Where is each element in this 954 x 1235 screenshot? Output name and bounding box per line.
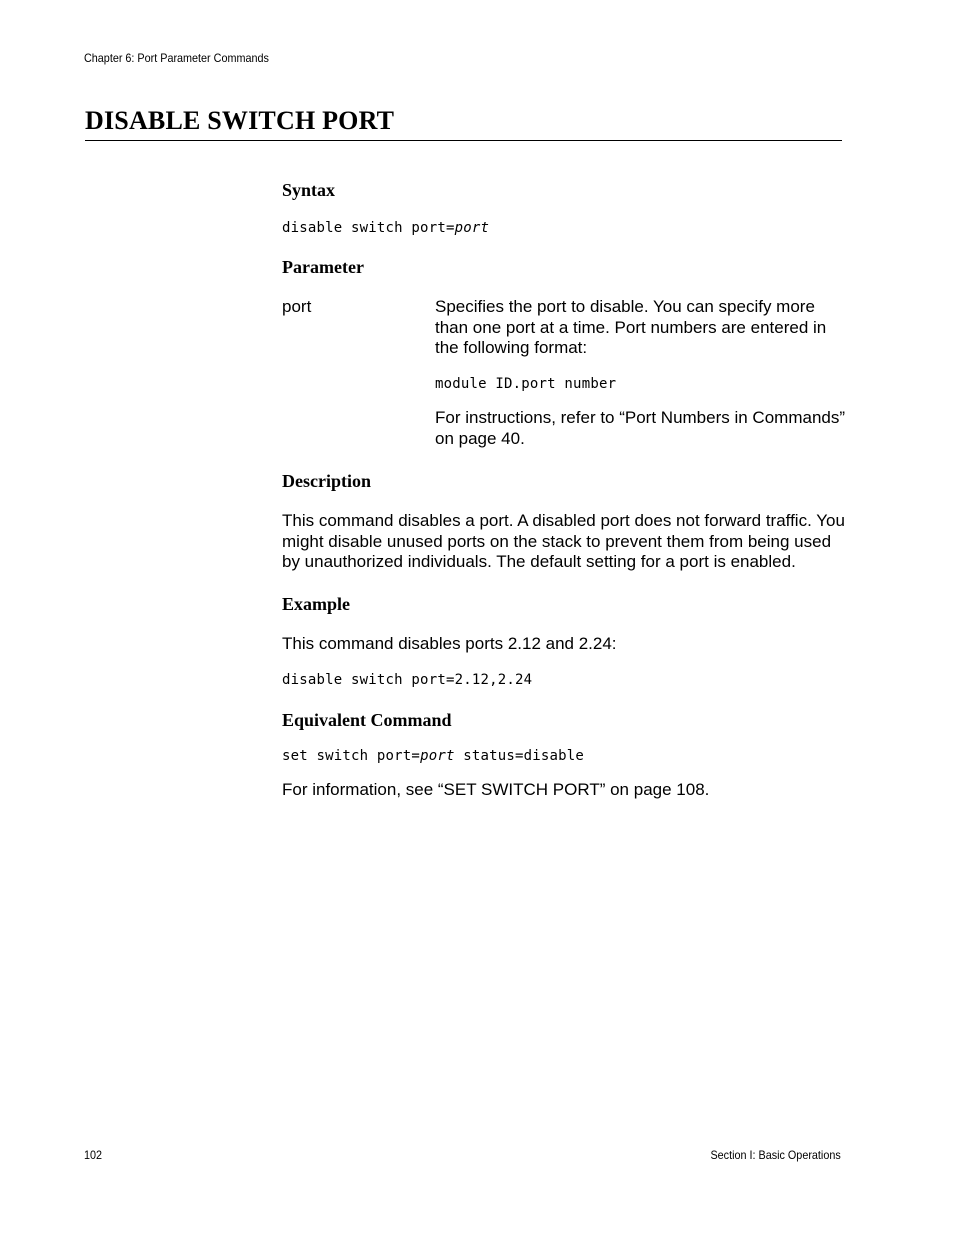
syntax-command [282, 219, 489, 237]
parameter-format: module ID.port number [435, 376, 617, 392]
parameter-name: port [282, 297, 312, 316]
parameter-description: Specifies the port to disable. You can specify more than one port at a time. Port numbers are entered in the following format: [435, 297, 827, 357]
footer-section: Section I: Basic Operations [710, 1148, 841, 1162]
equivalent-command-prefix: set switch port= [282, 748, 421, 764]
parameter-reference: For instructions, refer to “Port Numbers in Commands” on page 40. [435, 408, 846, 448]
equivalent-command [282, 747, 584, 765]
example-command: disable switch port=2.12,2.24 [282, 672, 533, 688]
title-rule [85, 140, 842, 141]
syntax-command-text: disable switch port= [282, 220, 455, 236]
parameter-heading: Parameter [282, 257, 364, 277]
example-text: This command disables ports 2.12 and 2.24: [282, 634, 617, 653]
syntax-heading: Syntax [282, 180, 336, 200]
description-text: This command disables a port. A disabled port does not forward traffic. You might disable unused ports on the stack to prevent them from being used by unauthorized individuals. The default setting for a port is enabled. [282, 511, 845, 571]
equivalent-heading: Equivalent Command [282, 710, 452, 730]
equivalent-argument: port [420, 748, 455, 764]
syntax-argument: port [454, 220, 490, 236]
page-title: DISABLE SWITCH PORT [85, 106, 395, 135]
description-heading: Description [282, 471, 371, 491]
example-heading: Example [282, 594, 351, 614]
equivalent-note: For information, see “SET SWITCH PORT” on page 108. [282, 780, 710, 799]
running-header: Chapter 6: Port Parameter Commands [84, 51, 269, 65]
page-number: 102 [84, 1148, 103, 1162]
equivalent-command-suffix: status=disable [454, 748, 585, 764]
